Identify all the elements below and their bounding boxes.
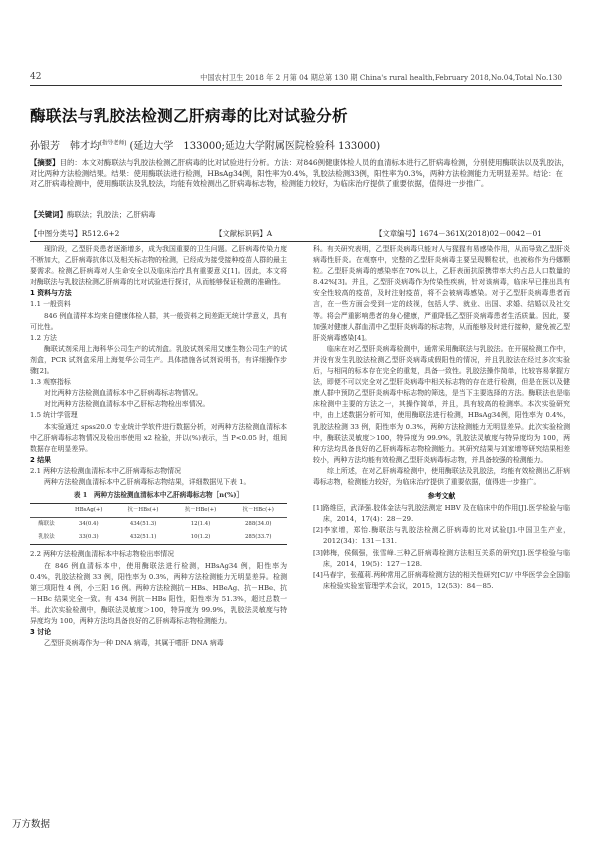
section-3-heading: 3 讨论 bbox=[30, 628, 51, 637]
section-1-heading: 1 资料与方法 bbox=[30, 289, 72, 298]
abstract bbox=[30, 158, 570, 190]
footer-watermark: 万方数据 bbox=[12, 819, 51, 830]
table-header-cell bbox=[30, 504, 63, 518]
table-caption: 表 1 两种方法检测血清标本中乙肝病毒标志物［n(%)］ bbox=[73, 491, 244, 500]
keywords-label: 【关键词】 bbox=[30, 210, 67, 219]
doc-code: 【文献标识码】A bbox=[215, 229, 273, 238]
table-cell: 33(0.3) bbox=[63, 531, 115, 545]
keywords bbox=[30, 210, 570, 221]
clc-number: 【中图分类号】R512.6+2 bbox=[30, 229, 120, 238]
table-cell: 285(33.7) bbox=[229, 531, 287, 545]
authors-line bbox=[30, 137, 570, 152]
table-cell: 288(34.0) bbox=[244, 521, 272, 528]
section-1-1-heading: 1.1 一般资料 bbox=[30, 300, 71, 309]
reference-item: [4]马春宇，张蕴莉.两种常用乙肝病毒检测方法的相关性研究[C]// 中华医学会全国临床检验实验室管理学术会议，2015，12(53)：84－85. bbox=[313, 570, 570, 590]
table-cell: 432(51.1) bbox=[115, 531, 172, 545]
table-cell: 10(1.2) bbox=[172, 531, 230, 545]
intro-paragraph: 现阶段，乙型肝炎患者逐渐增多，成为我国重要的卫生问题。乙肝病毒传染力度不断加大，乙肝病毒抗体以及相关标志物的检测，已经成为接受接种疫苗人群的最主要需求。检测乙肝病毒对人生命安全以及临床治疗具有重要意义[1]。因此，本文将对酶联法与乳胶法检测乙肝病毒的比对试验进行探讨，从而能够保证检测的准确性。 bbox=[30, 245, 287, 287]
section-1-5-text: 本实验通过 spss20.0 专业统计学软件进行数据分析，对两种方法检测血清标本中乙肝病毒标志物情况及检出率使用 x2 检验，并以(%)表示，当 P<0.05 时，组间数据存在明显差异。 bbox=[30, 422, 287, 453]
discussion-paragraph-2: 临床在对乙型肝炎病毒检测中，通常采用酶联法与乳胶法。在开展检测工作中，并没有发生乳胶法检测乙型肝炎病毒成假阳性的情况，并且乳胶法在经过多次实验后，与相同的标本存在完全的重复，具备一致性。乳胶法操作简单，比较容易掌握方法，即便不可以完全对乙型肝炎病毒中相关标志物的存在进行检测，但是在医以及健康人群中预防乙型肝炎病毒中标志物的筛选，是当下主要选择的方法。酶联法也是临床检测中主要的方法之一，其操作简单，并且，具有较高的检测率。本次实验研究中，由上述数据分析可知，使用酶联法进行检测，HBsAg34例，阳性率为 0.4%，乳胶法检测 33 例，阳性率为 0.3%，两种方法检测能力无明显差异。此次实验检测中，酶联法灵敏度＞100，特异度为 99.9%，乳胶法灵敏度与特异度均为 100，两种方法均具备良好的乙肝病毒标志物检测能力。其研究结果与刘家增等研究结果相差较小，两种方法均能有效检测乙型肝炎病毒标志物，并具备较强的检测能力。 bbox=[313, 344, 570, 464]
reference-item: [1]路维臣，武泽强.胶体金法与乳胶法测定 HBV 及在临床中的作用[J].医学检验与临床，2014，17(4)：28－29. bbox=[313, 504, 570, 524]
left-column bbox=[30, 244, 287, 649]
section-1-3-heading: 1.3 观察指标 bbox=[30, 378, 71, 387]
table-cell: 酶联法 bbox=[38, 521, 55, 528]
article-number: 【文章编号】1674－361X(2018)02－0042－01 bbox=[375, 229, 542, 238]
abstract-text: 目的：本文对酶联法与乳胶法检测乙肝病毒的比对试验进行分析。方法：对846例健康体检人员的血清标本进行乙肝病毒检测，分别使用酶联法以及乳胶法，对比两种方法检测结果。结果：使用酶联法进行检测，HBsAg34例，阳性率为0.4%，乳胶法检测33例，阳性率为0.3%，两种方法检测能力无明显差异。结论：在对乙肝病毒检测中，使用酶联法及乳胶法，均能有效检测出乙肝病毒标志物，检测能力较好，为临床治疗提供了重要依据，值得进一步推广。 bbox=[30, 158, 569, 188]
table-cell: 34(0.4) bbox=[78, 521, 99, 528]
table-row bbox=[30, 531, 287, 545]
table-header-cell: HBsAg(+) bbox=[63, 504, 115, 518]
table-cell: 乳胶法 bbox=[30, 531, 63, 545]
references-heading: 参考文献 bbox=[427, 492, 456, 501]
section-2-1-text: 两种方法检测血清标本中乙肝病毒标志物结果，详细数据见下表 1。 bbox=[44, 477, 251, 486]
table-cell: 434(51.3) bbox=[129, 521, 157, 528]
classification-line bbox=[30, 228, 570, 239]
section-2-heading: 2 结果 bbox=[30, 455, 51, 464]
section-1-2-heading: 1.2 方法 bbox=[30, 333, 57, 342]
table-row bbox=[30, 518, 287, 532]
header-rule bbox=[30, 85, 562, 86]
table-header-cell: 抗－HBs(+) bbox=[115, 504, 172, 518]
section-1-5-heading: 1.5 统计学管理 bbox=[30, 411, 78, 420]
section-1-1-text: 846 例血清样本均来自健康体检人群，其一般资料之间差距无统计学意义，具有可比性。 bbox=[30, 311, 287, 331]
page-number: 42 bbox=[30, 72, 42, 82]
conclusion-paragraph: 综上所述，在对乙肝病毒检测中，使用酶联法及乳胶法，均能有效检测出乙肝病毒标志物，检测能力较好，为临床治疗提供了重要依据，值得进一步推广。 bbox=[313, 466, 570, 486]
meta-rule bbox=[30, 241, 562, 242]
section-2-2-heading: 2.2 两种方法检测血清标本中标志物检出率情况 bbox=[30, 550, 175, 559]
article-title: 酶联法与乳胶法检测乙肝病毒的比对试验分析 bbox=[30, 107, 348, 125]
section-2-1-heading: 2.1 两种方法检测血清标本中乙肝病毒标志物情况 bbox=[30, 466, 181, 475]
running-header bbox=[30, 70, 562, 84]
author-tag: [指导老师] bbox=[100, 140, 127, 147]
section-1-3-text-a: 对比两种方法检测血清标本中乙肝病毒标志物情况。 bbox=[44, 389, 203, 398]
results-table bbox=[30, 503, 287, 545]
discussion-paragraph-1: 科。有关研究表明，乙型肝炎病毒只能对人与猩猩有易感染作用，从而导致乙型肝炎病毒性肝炎。在观察中，完整的乙型肝炎病毒主要呈现颗粒状，也被称作为丹娜颗粒。乙型肝炎病毒的感染率在70%以上，乙肝表面抗原携带率大约占总人口数量的8.42%[3]。并且，乙型肝炎病毒作为传染性疾病，针对该病毒，临床早已推出具有安全性较高的疫苗，及时注射疫苗，将不会被病毒感染。对于乙型肝炎病毒患者而言，在一些方面会受到一定的歧视，包括人学、就业、出国、求婚、结婚以及社交等。将会严重影响患者的身心健康，严重降低乙型肝炎病毒患者生活质量。因此，要加强对健康人群血清中乙型肝炎病毒的标志物，从而能够及时进行接种，避免被乙型肝炎病毒感染[4]。 bbox=[313, 245, 570, 342]
table-header-row bbox=[30, 504, 287, 518]
author-affiliation: (延边大学 133000;延边大学附属医院检验科 133000) bbox=[129, 141, 381, 152]
table-cell: 12(1.4) bbox=[190, 521, 211, 528]
keywords-text: 酶联法；乳胶法；乙肝病毒 bbox=[66, 210, 156, 219]
reference-item: [3]韩梅，侯佩强，张雪峰.三种乙肝病毒检测方法相互关系的研究[J].医学检验与临床，2014，19(5)：127－128. bbox=[313, 548, 570, 568]
section-1-2-text: 酶联试剂采用上海科华公司生产的试剂盒。乳胶试剂采用艾康生物公司生产的试剂盒，PCR 试剂盒采用上海复华公司生产。具体措施各试剂说明书，有详细操作步骤[2]。 bbox=[30, 344, 287, 376]
reference-item: [2]李家增，郑怡.酶联法与乳胶法检测乙肝病毒的比对试验[J].中国卫生产业，2012(34)：131－131. bbox=[313, 526, 570, 546]
section-2-2-text: 在 846 例血清标本中，使用酶联法进行检测，HBsAg34 例，阳性率为 0.4%，乳胶法检测 33 例，阳性率为 0.3%，两种方法检测能力无明显差异。检测第三项阳性 4 例，小三阳 16 例。两种方法检测抗－HBs、HBeAg、抗－HBe、抗－HBc 结果完全一致。有 434 例抗－HBs 阳性，阳性率为 51.3%，超过总数一半。此次实验检测中，酶联法灵敏度＞100，特异度为 99.9%，乳胶法灵敏度与特异度均为 100，两种方法均具备良好的乙肝病毒标志物检测能力。 bbox=[30, 561, 287, 625]
author-names: 孙银芳 韩才均 bbox=[30, 141, 100, 152]
section-3-text: 乙型肝炎病毒作为一种 DNA 病毒，其属于嗜肝 DNA 病毒 bbox=[44, 639, 224, 648]
right-column bbox=[313, 244, 570, 592]
section-1-3-text-b: 对比两种方法检测血清标本中乙肝标志物检出率情况。 bbox=[44, 400, 210, 409]
abstract-label: 【摘要】 bbox=[30, 158, 60, 167]
journal-info: 中国农村卫生 2018 年 2 月第 04 期总第 130 期 China's rural health,February 2018,No.04,Total No.130 bbox=[200, 73, 562, 82]
table-header-cell: 抗－HBc(+) bbox=[229, 504, 287, 518]
table-header-cell: 抗－HBe(+) bbox=[172, 504, 230, 518]
